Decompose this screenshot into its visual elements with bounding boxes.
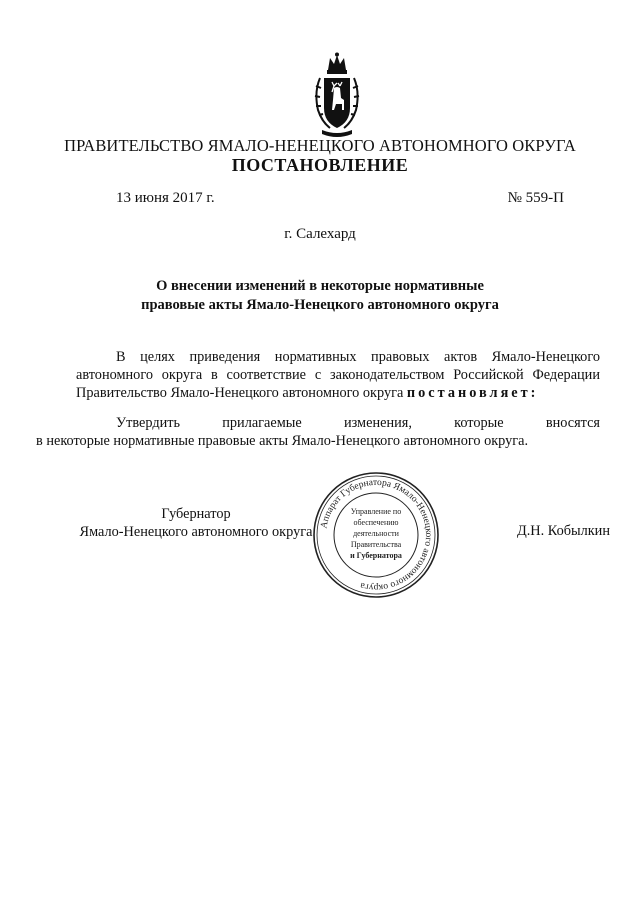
document-type: ПОСТАНОВЛЕНИЕ xyxy=(231,155,409,175)
coat-of-arms-icon xyxy=(312,52,362,138)
signatory-name: Д.Н. Кобылкин xyxy=(516,523,610,539)
stamp-ring-path-text: Аппарат Губернатора Ямало-Ненецкого автономного округа xyxy=(319,477,434,593)
official-seal-icon xyxy=(311,470,441,600)
signatory-role-line-1: Губернатор xyxy=(161,506,231,522)
preamble-text: В целях приведения нормативных правовых актов Ямало-Ненецкого автономного округа в соответствие с законодательством Российской Федерации Правительство Ямало-Ненецкого автономного округа xyxy=(76,349,600,401)
decree-keyword: постановляет: xyxy=(406,385,539,401)
title-line-1: О внесении изменений в некоторые нормативные xyxy=(156,278,484,294)
document-title xyxy=(0,277,640,315)
signatory-role-line-2: Ямало-Ненецкого автономного округа xyxy=(79,524,313,540)
stamp-center-line-4: Правительства xyxy=(350,540,402,549)
stamp-center-line-5: и Губернатора xyxy=(350,551,402,560)
stamp-center-line-3: деятельности xyxy=(353,529,399,538)
document-city: г. Салехард xyxy=(284,226,356,242)
government-name: ПРАВИТЕЛЬСТВО ЯМАЛО-НЕНЕЦКОГО АВТОНОМНОГО ОКРУГА xyxy=(64,136,576,155)
decision-line-2: в некоторые нормативные правовые акты Ямало-Ненецкого автономного округа. xyxy=(36,433,529,449)
decision-line-1: Утвердить прилагаемые изменения, которые вносятся xyxy=(116,415,600,431)
stamp-center-line-1: Управление по xyxy=(350,507,402,516)
preamble-paragraph xyxy=(76,348,600,402)
title-line-2: правовые акты Ямало-Ненецкого автономного округа xyxy=(141,297,499,313)
document-number: № 559-П xyxy=(507,190,564,206)
decision-paragraph xyxy=(36,414,600,450)
stamp-center-line-2: обеспечению xyxy=(353,518,399,527)
signatory-role xyxy=(76,505,316,541)
document-date: 13 июня 2017 г. xyxy=(116,190,215,206)
